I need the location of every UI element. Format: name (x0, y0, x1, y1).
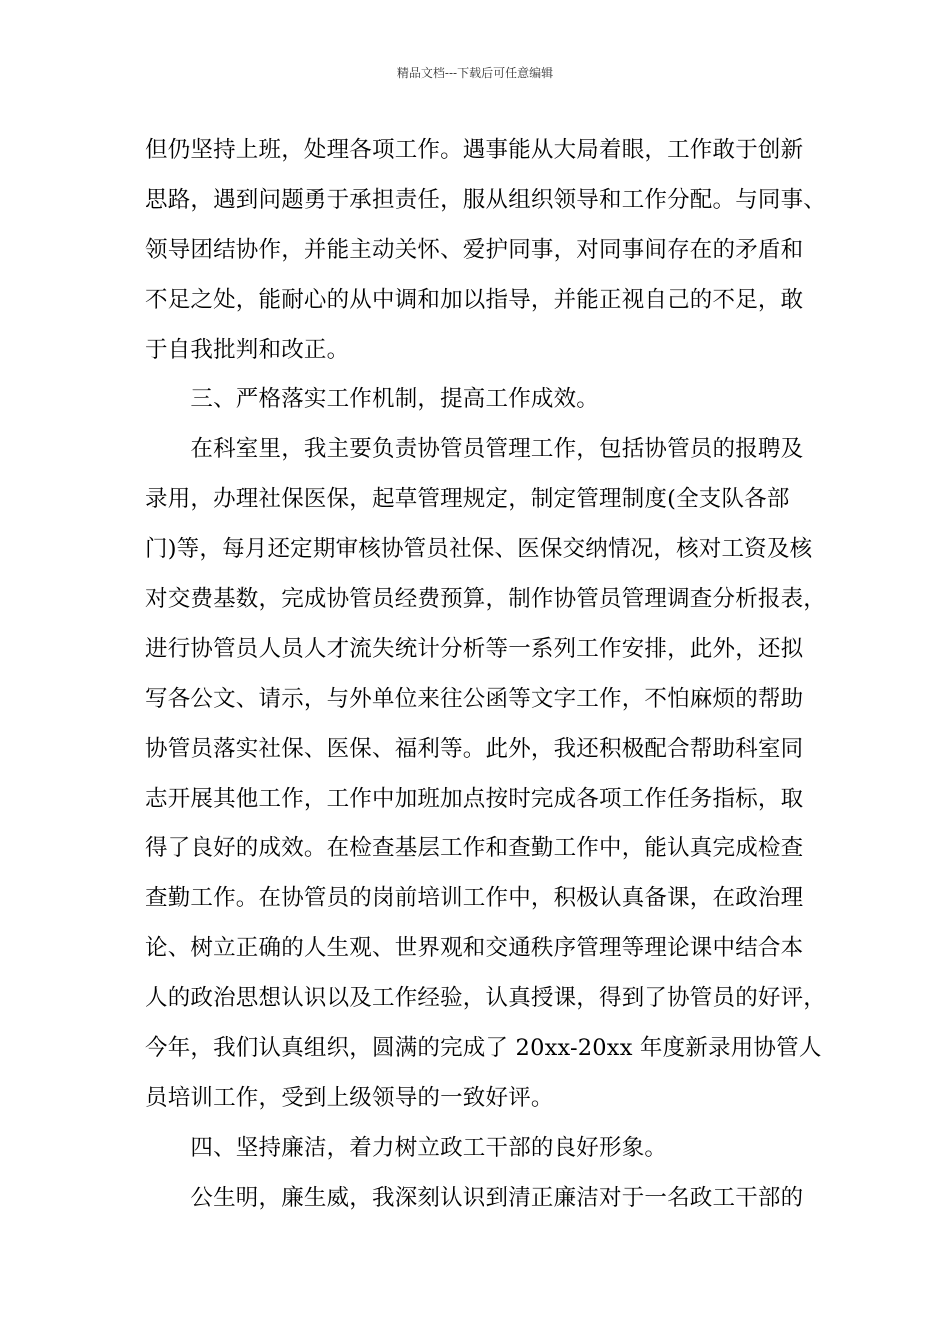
body-line: 领导团结协作，并能主动关怀、爱护同事，对同事间存在的矛盾和 (145, 237, 804, 263)
body-line: 公生明，廉生威，我深刻认识到清正廉洁对于一名政工干部的 (145, 1185, 804, 1211)
body-line: 查勤工作。在协管员的岗前培训工作中，积极认真备课，在政治理 (145, 885, 804, 911)
section-heading: 三、严格落实工作机制，提高工作成效。 (145, 386, 600, 412)
body-line: 人的政治思想认识以及工作经验，认真授课，得到了协管员的好评， (145, 985, 827, 1011)
body-line: 于自我批判和改正。 (145, 337, 350, 363)
body-line: 录用，办理社保医保，起草管理规定，制定管理制度(全支队各部 (145, 486, 790, 512)
body-line: 对交费基数，完成协管员经费预算，制作协管员管理调查分析报表， (145, 586, 827, 612)
body-line: 今年，我们认真组织，圆满的完成了 20xx-20xx 年度新录用协管人 (145, 1035, 822, 1061)
body-line: 写各公文、请示，与外单位来往公函等文字工作，不怕麻烦的帮助 (145, 686, 804, 712)
body-line: 论、树立正确的人生观、世界观和交通秩序管理等理论课中结合本 (145, 935, 804, 961)
section-heading: 四、坚持廉洁，着力树立政工干部的良好形象。 (145, 1135, 668, 1161)
body-line: 不足之处，能耐心的从中调和加以指导，并能正视自己的不足，敢 (145, 287, 804, 313)
body-line: 在科室里，我主要负责协管员管理工作，包括协管员的报聘及 (145, 436, 804, 462)
body-line: 协管员落实社保、医保、福利等。此外，我还积极配合帮助科室同 (145, 736, 804, 762)
body-line: 员培训工作，受到上级领导的一致好评。 (145, 1085, 554, 1111)
body-line: 进行协管员人员人才流失统计分析等一系列工作安排，此外，还拟 (145, 636, 804, 662)
body-line: 志开展其他工作，工作中加班加点按时完成各项工作任务指标，取 (145, 786, 804, 812)
page-header: 精品文档---下载后可任意编辑 (396, 66, 554, 80)
body-line: 但仍坚持上班，处理各项工作。遇事能从大局着眼，工作敢于创新 (145, 137, 804, 163)
body-line: 思路，遇到问题勇于承担责任，服从组织领导和工作分配。与同事、 (145, 187, 827, 213)
body-line: 门)等，每月还定期审核协管员社保、医保交纳情况，核对工资及核 (145, 536, 813, 562)
body-line: 得了良好的成效。在检查基层工作和查勤工作中，能认真完成检查 (145, 835, 804, 861)
